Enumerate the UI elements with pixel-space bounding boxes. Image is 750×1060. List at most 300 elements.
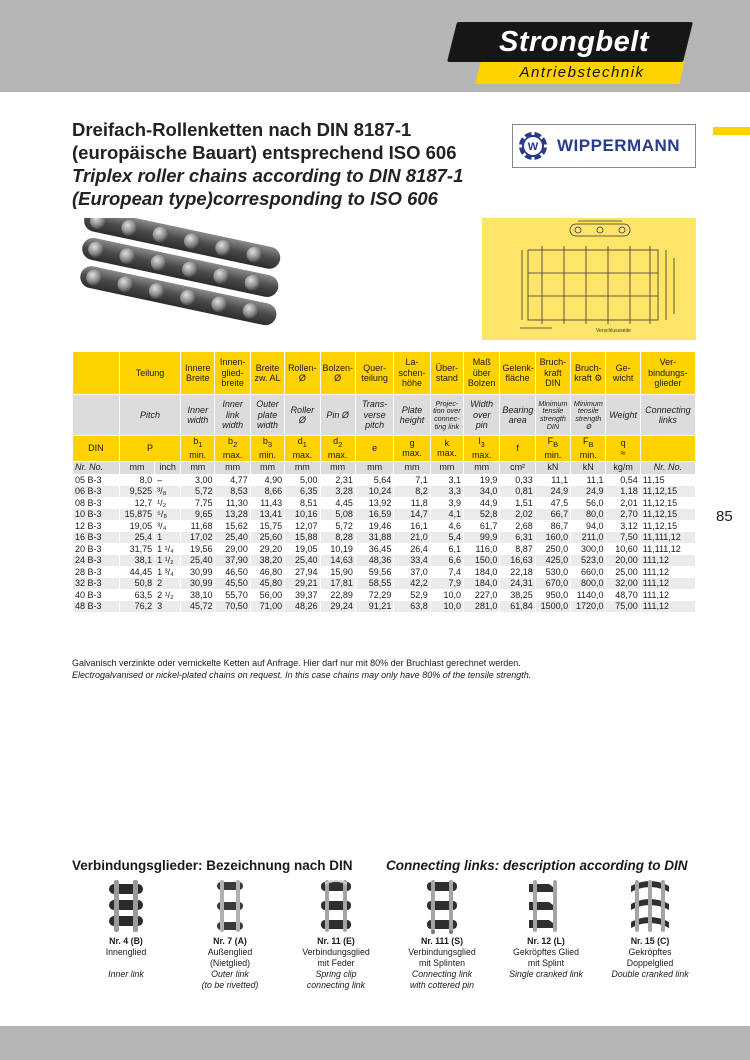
unit-mm: mm [394,461,430,474]
table-cell: 52,8 [464,509,500,521]
table-cell: 2,31 [320,474,355,486]
col-de-plate-height: La-schen-höhe [394,352,430,395]
spring-clip-link-icon [284,878,388,934]
table-cell: 72,29 [355,589,393,601]
top-banner [0,0,750,92]
table-cell: 9,525 [119,486,154,498]
title-en-line1: Triplex roller chains according to DIN 8187-1 [72,165,464,186]
sym-q: q ≈ [606,436,640,462]
table-cell: 1500,0 [535,601,570,613]
table-cell: 16 B-3 [73,532,120,544]
table-cell: 55,70 [215,589,250,601]
table-cell: 3,12 [606,520,640,532]
connecting-link-item [390,878,494,991]
sym-d2: $d_2$ max. [320,436,355,462]
table-cell: 0,81 [500,486,535,498]
table-cell: 5,00 [285,474,320,486]
table-cell: 48,36 [355,555,393,567]
table-cell: 3,00 [181,474,215,486]
unit-mm: mm [430,461,463,474]
link-desc-en: Outer link [211,969,249,979]
table-cell: 24 B-3 [73,555,120,567]
link-desc-de-2 [74,958,178,969]
table-cell: ⁵/₈ [155,509,181,521]
table-cell: 660,0 [571,566,606,578]
table-cell: 36,45 [355,543,393,555]
table-cell: 05 B-3 [73,474,120,486]
table-cell: 11,1 [535,474,570,486]
col-en-transverse: Trans-verse pitch [355,395,393,436]
unit-mm: mm [355,461,393,474]
header-row-en [73,395,696,436]
wippermann-emblem-icon [517,130,549,162]
table-cell: 11,111,12 [640,543,695,555]
table-cell: 56,0 [571,497,606,509]
table-row [73,520,696,532]
unit-kgm: kg/m [606,461,640,474]
table-row [73,543,696,555]
table-cell: 4,45 [320,497,355,509]
col-en-pin: Pin Ø [320,395,355,436]
plating-note [72,657,702,681]
link-desc-en: Connecting link [411,969,473,979]
sym-din: DIN [73,436,120,462]
col-de-bearing-area: Gelenk-fläche [500,352,535,395]
table-cell: 1 ¹/₄ [155,543,181,555]
table-cell: 25,60 [250,532,284,544]
unit-mm: mm [119,461,154,474]
table-cell: 29,24 [320,601,355,613]
table-cell: 48,70 [606,589,640,601]
strongbelt-logo [452,14,692,81]
table-cell: ³/₈ [155,486,181,498]
table-cell: 38,20 [250,555,284,567]
col-de-transverse: Quer-teilung [355,352,393,395]
header-row-units [73,461,696,474]
link-desc-en: Inner link [108,969,144,979]
connecting-link-item [284,878,388,991]
col-de-outer-width: Breite zw. AL [250,352,284,395]
table-cell: 11,12,15 [640,486,695,498]
table-cell: 61,7 [464,520,500,532]
table-cell: 10,24 [355,486,393,498]
unit-cm2: cm² [500,461,535,474]
col-de-projection: Über-stand [430,352,463,395]
page-title [72,118,512,210]
table-cell: 227,0 [464,589,500,601]
table-cell: 15,62 [215,520,250,532]
table-cell: 2,01 [606,497,640,509]
outer-link-icon [178,878,282,934]
table-cell: 16,1 [394,520,430,532]
table-cell: 2 [155,578,181,590]
table-body [73,474,696,612]
link-desc-en-2: with cottered pin [409,980,475,990]
table-cell: 48 B-3 [73,601,120,613]
table-cell: 11,12,15 [640,520,695,532]
table-cell: 3,28 [320,486,355,498]
link-number: Nr. 12 (L) [527,936,565,946]
table-cell: 7,75 [181,497,215,509]
link-number: Nr. 11 (E) [317,936,355,946]
table-cell: 31,88 [355,532,393,544]
double-cranked-link-icon [598,878,702,934]
table-cell: 46,50 [215,566,250,578]
table-cell: 38,10 [181,589,215,601]
table-cell: 40 B-3 [73,589,120,601]
table-cell: 11,1 [571,474,606,486]
table-cell: 17,81 [320,578,355,590]
table-cell: 25,40 [285,555,320,567]
table-cell: 8,87 [500,543,535,555]
page-number: 85 [716,508,733,525]
table-cell: 7,9 [430,578,463,590]
unit-kn: kN [535,461,570,474]
table-cell: 44,9 [464,497,500,509]
table-cell: 20 B-3 [73,543,120,555]
header-row-symbols [73,436,696,462]
unit-mm: mm [250,461,284,474]
table-cell: 800,0 [571,578,606,590]
table-cell: 2 ¹/₂ [155,589,181,601]
table-cell: 44,45 [119,566,154,578]
table-cell: 75,00 [606,601,640,613]
table-cell: 12,07 [285,520,320,532]
link-desc-en: Double cranked link [611,969,689,979]
table-cell: 11,12,15 [640,497,695,509]
table-cell: 20,00 [606,555,640,567]
table-cell: 52,9 [394,589,430,601]
table-cell: 3,9 [430,497,463,509]
table-cell: 24,9 [535,486,570,498]
table-cell: 19,56 [181,543,215,555]
col-de-strength-brand: Bruch-kraft ⚙ [571,352,606,395]
sym-g: g max. [394,436,430,462]
table-cell: 6,31 [500,532,535,544]
unit-nr: Nr. No. [640,461,695,474]
table-cell: – [155,474,181,486]
table-cell: 24,9 [571,486,606,498]
table-cell: 950,0 [535,589,570,601]
table-cell: 11,15 [640,474,695,486]
link-desc-en: Spring clip [315,969,357,979]
table-cell: 42,2 [394,578,430,590]
table-cell: 45,50 [215,578,250,590]
link-number: Nr. 7 (A) [213,936,247,946]
col-de-width-over-pin: Maß über Bolzen [464,352,500,395]
title-en-line2: (European type)corresponding to ISO 606 [72,188,438,209]
table-cell: 8,28 [320,532,355,544]
table-cell: 10,60 [606,543,640,555]
link-desc-de: Verbindungsglied [302,947,370,957]
header-row-de [73,352,696,395]
table-cell: 59,56 [355,566,393,578]
link-desc-en: Single cranked link [509,969,583,979]
table-cell: 111,12 [640,555,695,567]
table-cell: 22,18 [500,566,535,578]
table-cell: ³/₄ [155,520,181,532]
table-cell: 4,1 [430,509,463,521]
table-cell: 11,30 [215,497,250,509]
table-cell: 11,111,12 [640,532,695,544]
table-cell: 6,6 [430,555,463,567]
brand-tagline: Antriebstechnik [519,64,645,81]
table-cell: 06 B-3 [73,486,120,498]
link-desc-de: Außenglied [207,947,253,957]
sym-k: k max. [430,436,463,462]
table-cell: 25,4 [119,532,154,544]
unit-mm: mm [285,461,320,474]
table-cell: 10 B-3 [73,509,120,521]
link-desc-de-2: mit Splint [527,958,565,968]
table-cell: 15,875 [119,509,154,521]
wippermann-logo [512,124,696,168]
table-cell: 7,4 [430,566,463,578]
table-cell: 7,1 [394,474,430,486]
table-cell: 2,70 [606,509,640,521]
table-cell: 184,0 [464,566,500,578]
wippermann-name: WIPPERMANN [557,136,681,155]
link-desc-en-2: connecting link [306,980,366,990]
table-cell: 11,8 [394,497,430,509]
table-cell: 13,41 [250,509,284,521]
table-cell: 63,5 [119,589,154,601]
table-cell: 19,9 [464,474,500,486]
col-en-inner-link-width: Inner link width [215,395,250,436]
connecting-link-item [494,878,598,980]
table-cell: 9,65 [181,509,215,521]
table-cell: 38,1 [119,555,154,567]
table-cell: 19,05 [285,543,320,555]
table-cell: 6,1 [430,543,463,555]
table-cell: 22,89 [320,589,355,601]
table-row [73,509,696,521]
table-row [73,532,696,544]
table-cell: 116,0 [464,543,500,555]
table-cell: 111,12 [640,578,695,590]
triplex-chain-table [72,351,696,613]
note-de: Galvanisch verzinkte oder vernickelte Ketten auf Anfrage. Hier darf nur mit 80% der Bruchlast gerechnet werden. [72,658,521,668]
table-cell: 39,37 [285,589,320,601]
table-cell: 19,05 [119,520,154,532]
table-cell: 38,25 [500,589,535,601]
table-cell: 45,80 [250,578,284,590]
table-cell: 16,59 [355,509,393,521]
link-desc-de: Gekröpftes Glied [512,947,579,957]
table-cell: 15,90 [320,566,355,578]
col-en-pitch: Pitch [119,395,180,436]
col-de-pin: Bolzen-Ø [320,352,355,395]
sym-fb-brand: $F_B$ min. [571,436,606,462]
unit-mm: mm [215,461,250,474]
table-cell: 27,94 [285,566,320,578]
table-cell: 4,6 [430,520,463,532]
col-de-connecting: Ver-bindungs-glieder [640,352,695,395]
unit-inch: inch [155,461,181,474]
table-cell: 46,80 [250,566,284,578]
table-cell: 61,84 [500,601,535,613]
col-en-inner-width: Inner width [181,395,215,436]
table-cell: 58,55 [355,578,393,590]
inner-link-icon [74,878,178,934]
table-cell: 523,0 [571,555,606,567]
sym-e: e [355,436,393,462]
table-cell: 28 B-3 [73,566,120,578]
sym-b1: $b_1$ min. [181,436,215,462]
unit-nr: Nr. No. [73,461,120,474]
table-cell: 13,92 [355,497,393,509]
table-row [73,474,696,486]
table-cell: 25,00 [606,566,640,578]
cottered-pin-link-icon [390,878,494,934]
link-desc-de-2: mit Splinten [419,958,465,968]
table-cell: ¹/₂ [155,497,181,509]
connecting-link-item [74,878,178,980]
unit-mm: mm [181,461,215,474]
table-row [73,555,696,567]
connecting-link-item [598,878,702,980]
table-cell: 11,43 [250,497,284,509]
accent-bar [713,127,750,135]
connecting-title-de: Verbindungsglieder: Bezeichnung nach DIN [72,858,353,873]
sym-fb-din: $F_B$ min. [535,436,570,462]
table-cell: 10,16 [285,509,320,521]
table-cell: 32 B-3 [73,578,120,590]
connecting-link-item [178,878,282,991]
table-cell: 91,21 [355,601,393,613]
table-cell: 0,54 [606,474,640,486]
table-cell: 80,0 [571,509,606,521]
table-cell: 26,4 [394,543,430,555]
table-cell: 30,99 [181,578,215,590]
table-cell: 45,72 [181,601,215,613]
table-cell: 425,0 [535,555,570,567]
table-cell: 6,35 [285,486,320,498]
table-cell: 24,31 [500,578,535,590]
table-cell: 1 ³/₄ [155,566,181,578]
table-cell: 10,0 [430,589,463,601]
table-cell: 8,66 [250,486,284,498]
table-cell: 70,50 [215,601,250,613]
table-cell: 29,20 [250,543,284,555]
table-cell: 5,72 [320,520,355,532]
table-cell: 150,0 [464,555,500,567]
table-cell: 30,99 [181,566,215,578]
table-cell: 08 B-3 [73,497,120,509]
col-en-width-over-pin: Width over pin [464,395,500,436]
table-cell: 1,51 [500,497,535,509]
table-cell: 17,02 [181,532,215,544]
connecting-title-en: Connecting links: description according to DIN [386,858,688,873]
col-en-plate-height: Plate height [394,395,430,436]
table-row [73,578,696,590]
table-row [73,589,696,601]
brand-name: Strongbelt [499,26,649,58]
table-cell: 8,51 [285,497,320,509]
col-de-inner-width: Innere Breite [181,352,215,395]
col-de-teilung: Teilung [119,352,180,395]
table-cell: 5,64 [355,474,393,486]
table-cell: 71,00 [250,601,284,613]
link-desc-en-2: (to be rivetted) [201,980,259,990]
link-desc-de: Verbindungsglied [408,947,476,957]
table-cell: 86,7 [535,520,570,532]
table-cell: 670,0 [535,578,570,590]
table-row [73,601,696,613]
col-en-outer-width: Outer plate width [250,395,284,436]
table-cell: 47,5 [535,497,570,509]
svg-text:W: W [527,141,539,153]
unit-mm: mm [464,461,500,474]
sym-f: f [500,436,535,462]
table-cell: 32,00 [606,578,640,590]
table-cell: 25,40 [181,555,215,567]
col-en-weight: Weight [606,395,640,436]
table-cell: 250,0 [535,543,570,555]
sym-l3: $l_3$ max. [464,436,500,462]
link-desc-de-2: Doppelglied [626,958,674,968]
connecting-links [72,878,698,1018]
table-cell: 1140,0 [571,589,606,601]
table-cell: 4,77 [215,474,250,486]
table-cell: 1 ¹/₂ [155,555,181,567]
table-cell: 8,53 [215,486,250,498]
table-cell: 33,4 [394,555,430,567]
table-cell: 5,08 [320,509,355,521]
table-cell: 8,0 [119,474,154,486]
table-cell: 25,40 [215,532,250,544]
table-cell: 2,68 [500,520,535,532]
col-en-projection: Projec-tion over connec-ting link [430,395,463,436]
note-en: Electrogalvanised or nickel-plated chains on request. In this case chains may only have 80% of the tensile strength. [72,670,532,680]
link-number: Nr. 111 (S) [420,936,464,946]
table-cell: 37,0 [394,566,430,578]
table-cell: 15,75 [250,520,284,532]
table-cell: 2,02 [500,509,535,521]
table-cell: 10,19 [320,543,355,555]
table-cell: 1,18 [606,486,640,498]
table-cell: 56,00 [250,589,284,601]
sym-b2: $b_2$ max. [215,436,250,462]
title-de-line2: (europäische Bauart) entsprechend ISO 606 [72,142,457,163]
table-cell: 31,75 [119,543,154,555]
chain-dimension-drawing [482,218,696,340]
col-de-weight: Ge-wicht [606,352,640,395]
table-cell: 184,0 [464,578,500,590]
table-cell: 50,8 [119,578,154,590]
table-cell: 63,8 [394,601,430,613]
table-cell: 12,7 [119,497,154,509]
link-desc-de-2: mit Feder [317,958,355,968]
unit-kn: kN [571,461,606,474]
table-cell: 13,28 [215,509,250,521]
table-cell: 111,12 [640,601,695,613]
link-desc-de: Innenglied [105,947,147,957]
col-en-strength-din: Minimum tensile strength DIN [535,395,570,436]
col-en-strength-brand: Minimum tensile strength ⚙ [571,395,606,436]
col-de-inner-link-width: Innen-glied-breite [215,352,250,395]
table-cell: 37,90 [215,555,250,567]
table-cell: 76,2 [119,601,154,613]
single-cranked-link-icon [494,878,598,934]
link-number: Nr. 15 (C) [630,936,670,946]
table-cell: 8,2 [394,486,430,498]
table-cell: 15,88 [285,532,320,544]
link-desc-de: Gekröpftes [628,947,672,957]
table-cell: 530,0 [535,566,570,578]
table-cell: 0,33 [500,474,535,486]
table-row [73,486,696,498]
